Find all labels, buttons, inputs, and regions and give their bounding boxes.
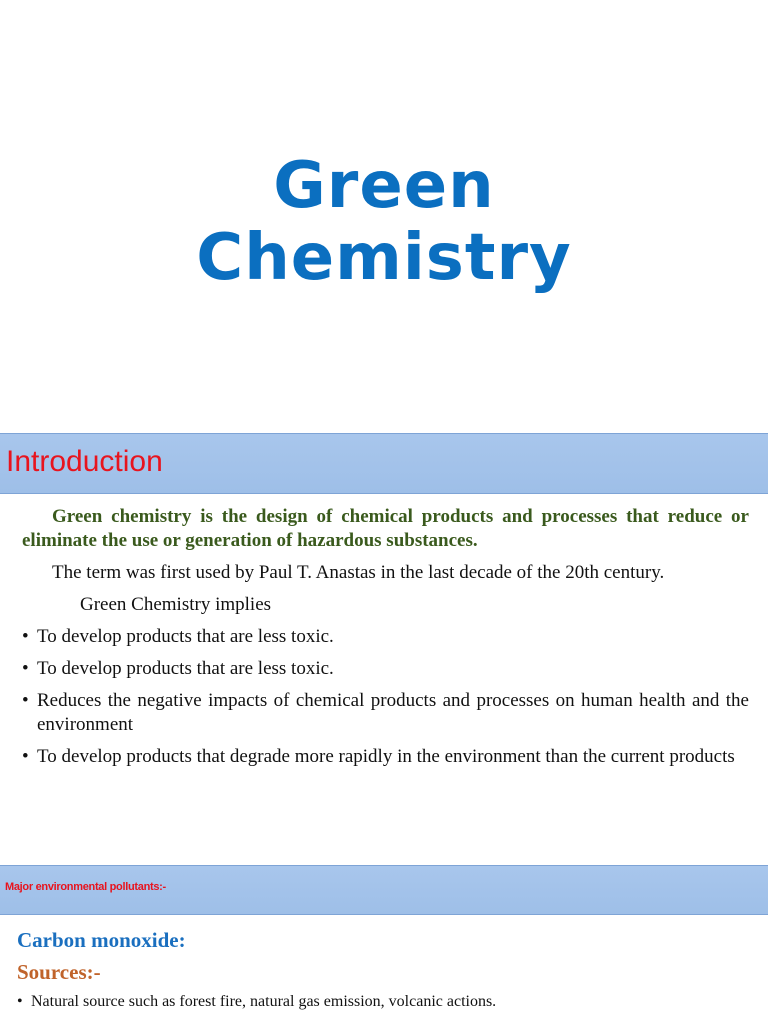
bullet-icon: • <box>17 993 23 1010</box>
title-line-2: Chemistry <box>196 221 572 295</box>
list-item-text: To develop products that are less toxic. <box>37 658 334 679</box>
pollutants-heading: Major environmental pollutants:- <box>5 881 166 893</box>
bullet-icon: • <box>22 746 29 767</box>
list-item-text: Reduces the negative impacts of chemical products and processes on human health and the environment <box>37 690 749 735</box>
implications-list <box>22 625 749 769</box>
introduction-heading: Introduction <box>6 445 163 478</box>
sources-heading: Sources:- <box>17 960 101 984</box>
introduction-header-band <box>0 433 768 494</box>
list-item <box>22 689 749 737</box>
title-line-1: Green <box>273 149 495 223</box>
implies-label: Green Chemistry implies <box>80 594 272 615</box>
introduction-body <box>22 505 749 777</box>
list-item-text: To develop products that are less toxic. <box>37 626 334 647</box>
title-slide <box>0 0 768 420</box>
list-item-text: To develop products that degrade more rapidly in the environment than the current products <box>37 746 735 767</box>
list-item <box>17 992 757 1012</box>
pollutants-header-band <box>0 865 768 915</box>
bullet-icon: • <box>22 658 29 679</box>
lead-definition: Green chemistry is the design of chemical products and processes that reduce or eliminate the use or generation of hazardous substances. <box>22 506 749 551</box>
list-item-text: Natural source such as forest fire, natural gas emission, volcanic actions. <box>31 993 497 1010</box>
list-item <box>22 745 749 769</box>
slide-title <box>0 150 768 294</box>
carbon-monoxide-heading: Carbon monoxide: <box>17 928 186 952</box>
list-item <box>22 625 749 649</box>
sources-list <box>17 992 757 1016</box>
bullet-icon: • <box>22 626 29 647</box>
bullet-icon: • <box>22 690 29 711</box>
list-item <box>22 657 749 681</box>
term-origin-paragraph: The term was first used by Paul T. Anastas in the last decade of the 20th century. <box>52 562 665 583</box>
